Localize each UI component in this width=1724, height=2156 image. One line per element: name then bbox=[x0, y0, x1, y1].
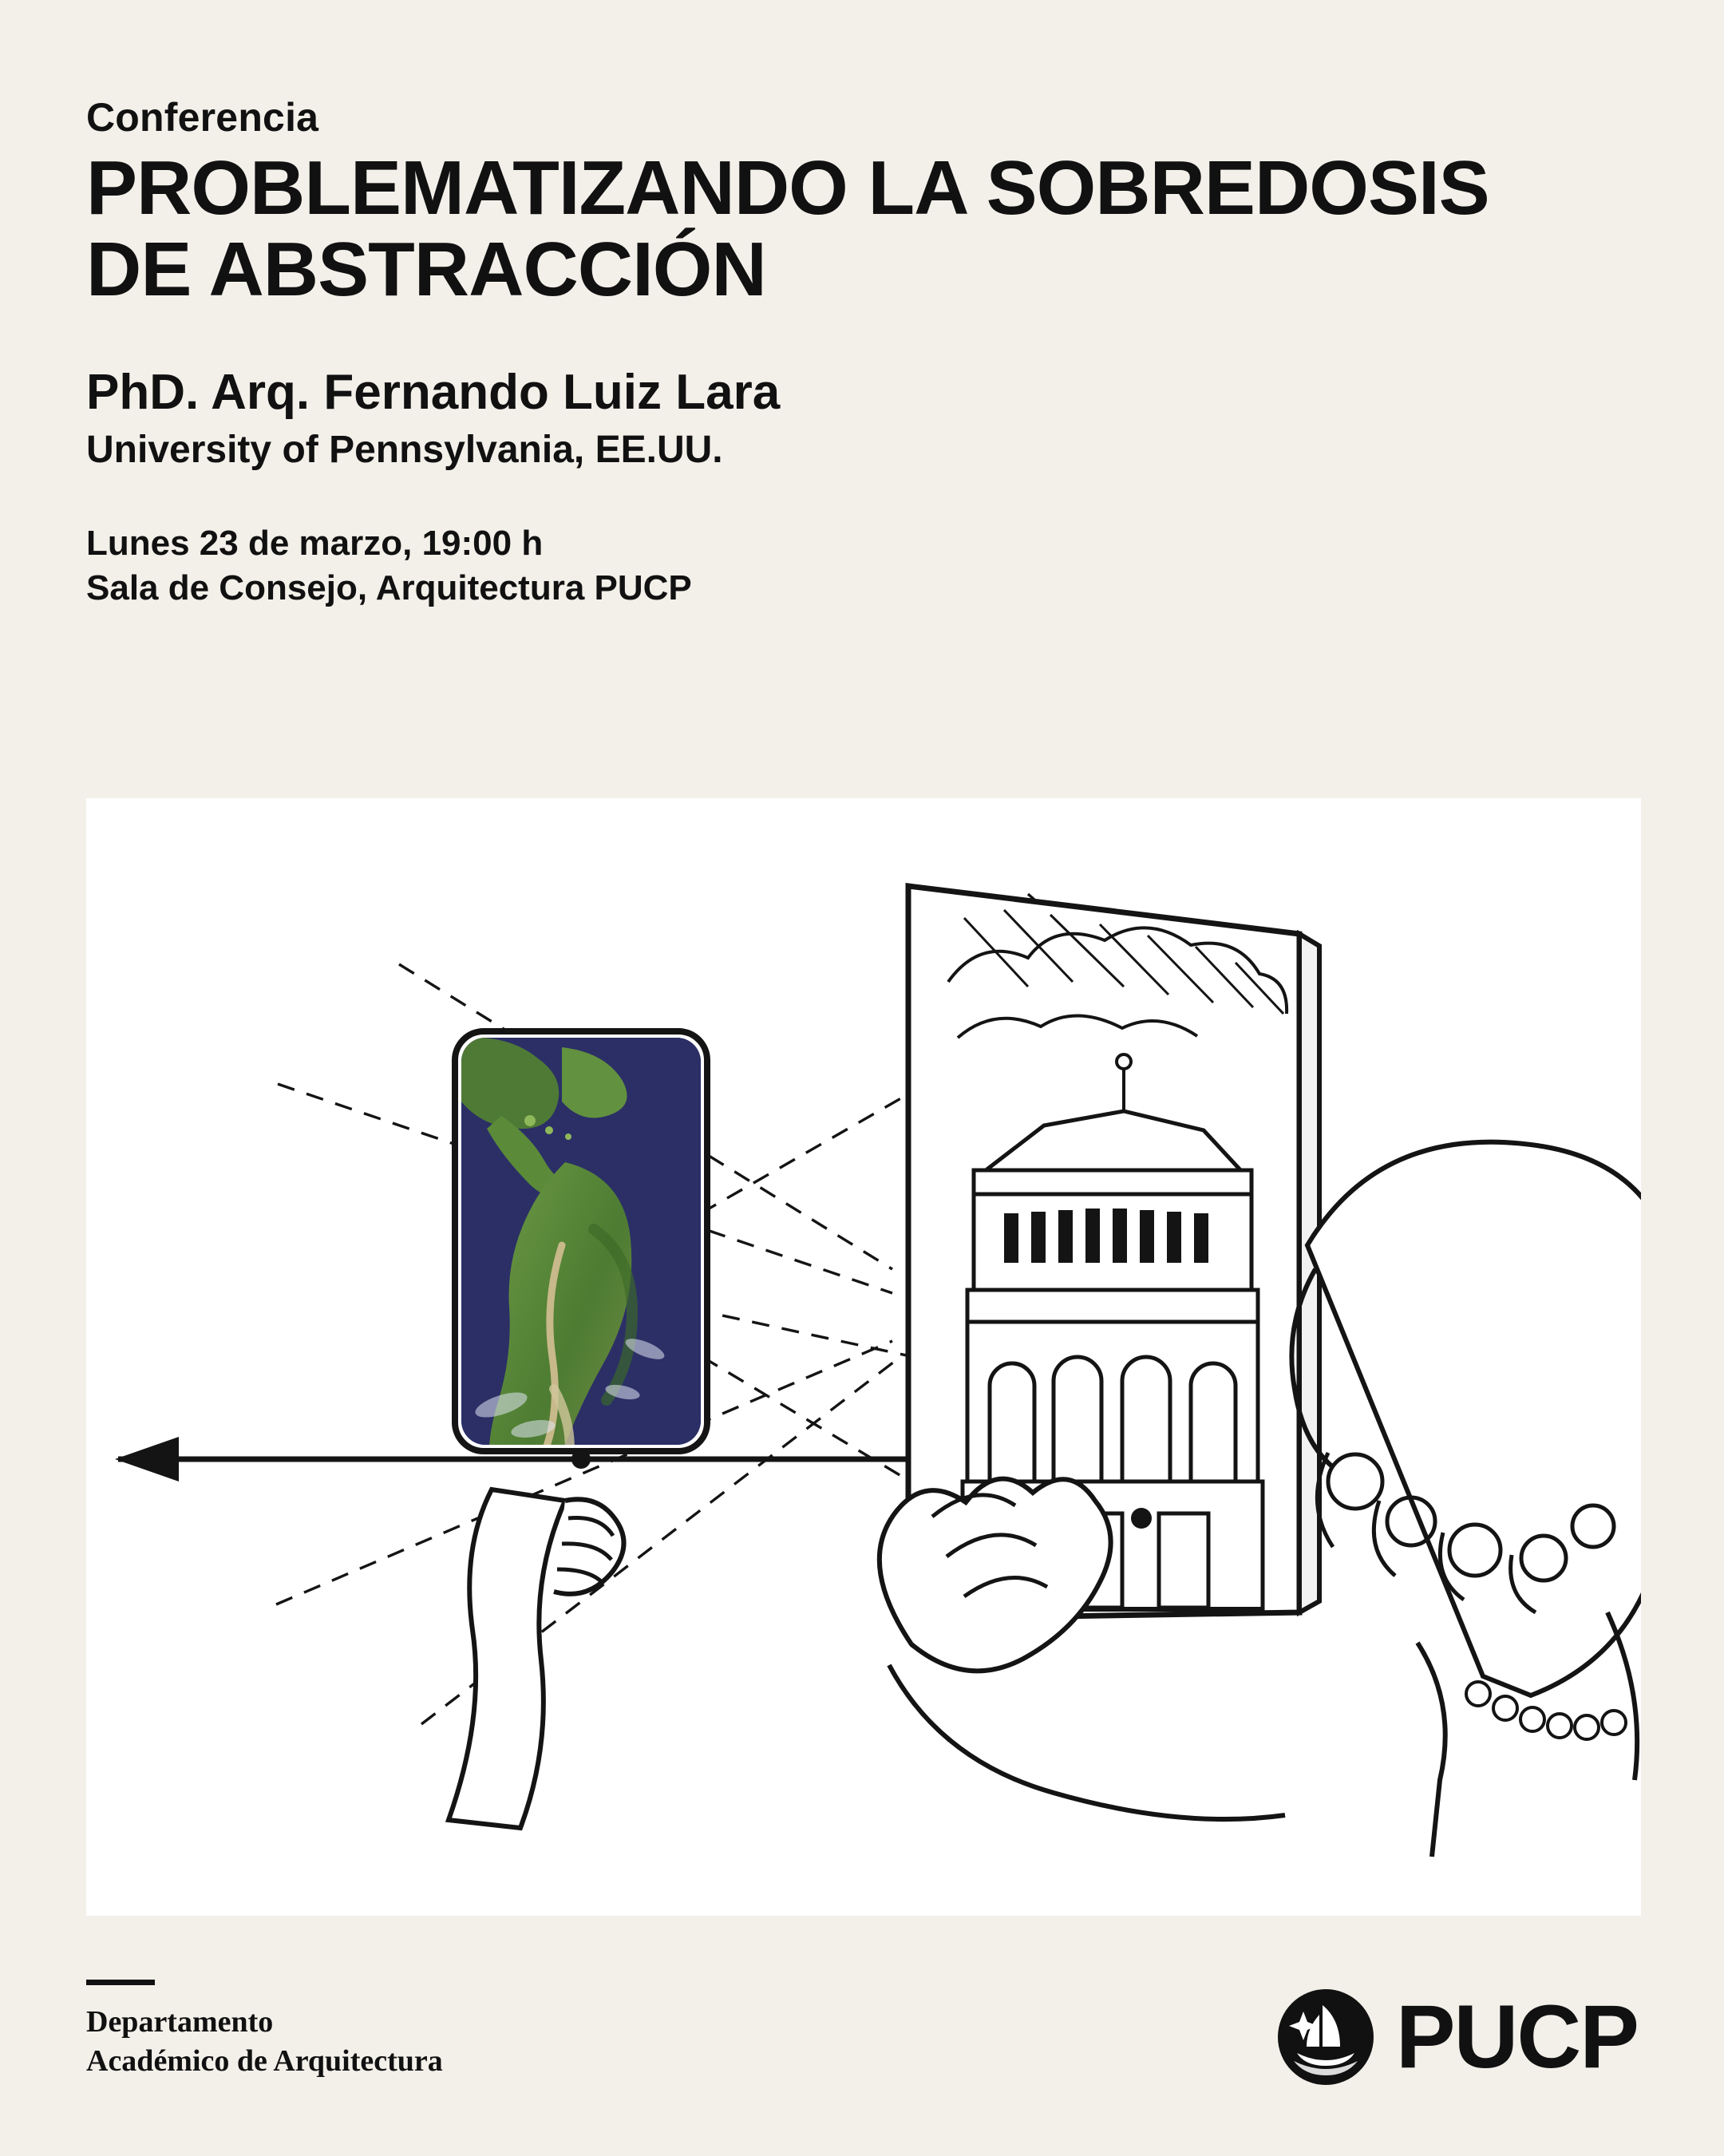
department-line-1: Departamento bbox=[86, 2005, 274, 2039]
event-details bbox=[86, 521, 1571, 611]
speaker-affiliation: University of Pennsylvania, EE.UU. bbox=[86, 428, 723, 471]
poster-footer bbox=[86, 1980, 1638, 2123]
speaker-name: PhD. Arq. Fernando Luiz Lara bbox=[86, 364, 781, 420]
poster-header bbox=[86, 96, 1571, 611]
pucp-seal-icon bbox=[1276, 1988, 1375, 2087]
department-block bbox=[86, 1980, 443, 2082]
department-line-2: Académico de Arquitectura bbox=[86, 2044, 443, 2079]
event-venue: Sala de Consejo, Arquitectura PUCP bbox=[86, 568, 692, 608]
illustration-panel bbox=[86, 798, 1641, 1916]
illustration-artwork bbox=[86, 798, 1641, 1916]
map-screen bbox=[461, 1038, 701, 1512]
event-type-label: Conferencia bbox=[86, 95, 319, 140]
event-datetime: Lunes 23 de marzo, 19:00 h bbox=[86, 524, 544, 564]
title-line-1: PROBLEMATIZANDO LA SOBREDOSIS bbox=[86, 145, 1489, 231]
pucp-logo bbox=[1276, 1988, 1638, 2087]
divider-rule bbox=[86, 1980, 155, 1985]
page-title bbox=[86, 145, 1491, 312]
title-line-2: DE ABSTRACCIÓN bbox=[86, 226, 766, 312]
pucp-wordmark: PUCP bbox=[1395, 1987, 1638, 2087]
smartphone-device bbox=[455, 1031, 707, 1512]
